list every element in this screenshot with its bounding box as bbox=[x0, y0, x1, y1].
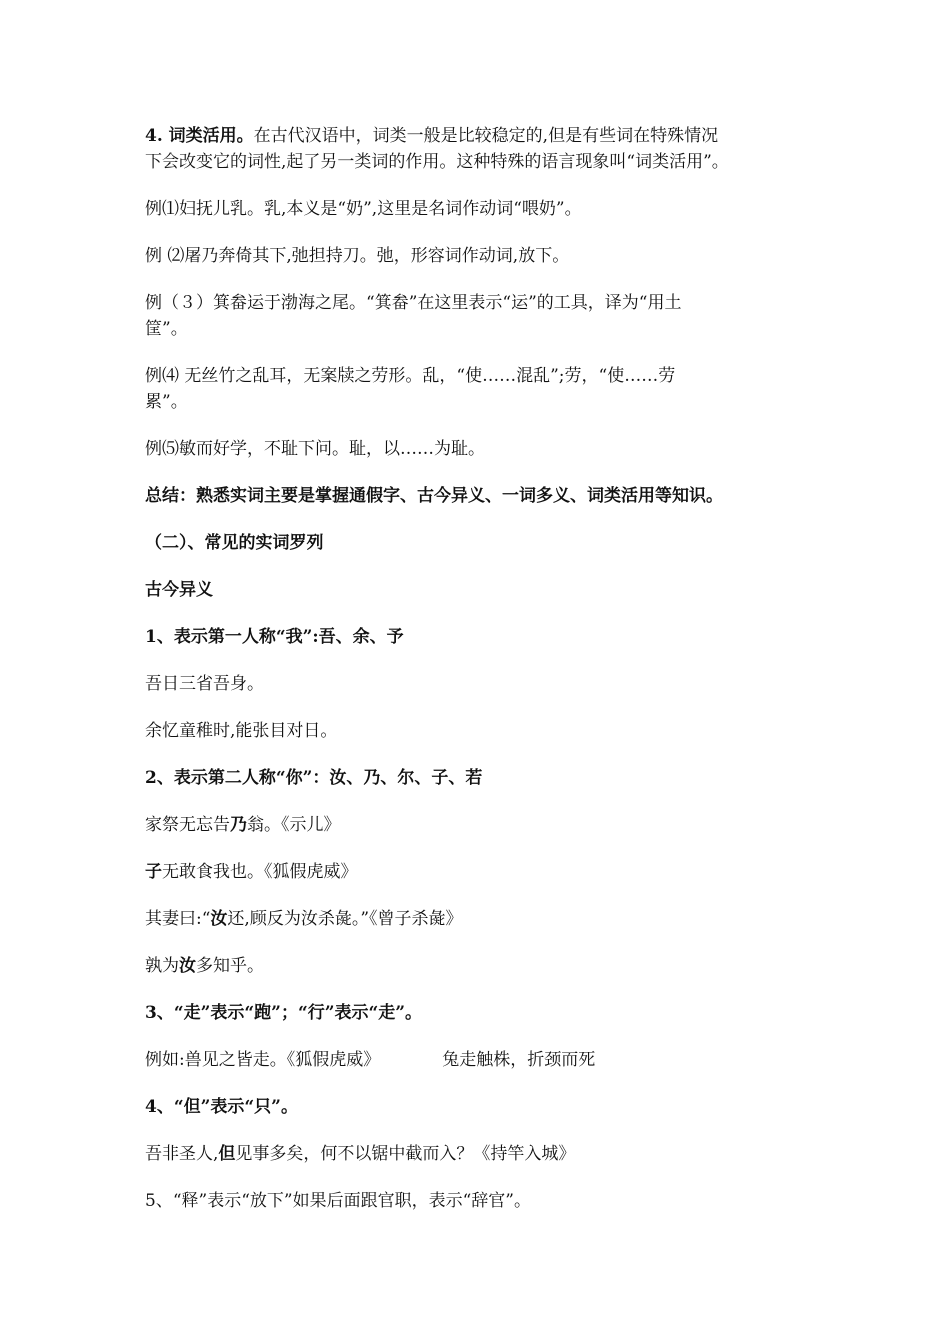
item-2-example-a-pre: 家祭无忘告 bbox=[145, 815, 230, 835]
item-2-example-d-keyword: 汝 bbox=[179, 956, 196, 976]
section-heading: （二）、常见的实词罗列 bbox=[145, 533, 324, 553]
subsection-heading: 古今异义 bbox=[145, 580, 213, 600]
item-2-example-d-pre: 孰为 bbox=[145, 956, 179, 976]
item-4-example-pre: 吾非圣人, bbox=[145, 1144, 219, 1164]
item-4-example-keyword: 但 bbox=[218, 1144, 236, 1164]
section4-number: 4. bbox=[145, 126, 169, 146]
item-3-example-b: 兔走触株，折颈而死 bbox=[442, 1050, 596, 1070]
item-2-example-c-post: 还,顾反为汝杀彘。”《曾子杀彘》 bbox=[227, 909, 463, 929]
item-2-example-a-keyword: 乃 bbox=[230, 815, 247, 835]
summary: 总结：熟悉实词主要是掌握通假字、古今异义、一词多义、词类活用等知识。 bbox=[145, 486, 723, 506]
item-3-title: 3、“走”表示“跑”；“行”表示“走”。 bbox=[145, 1003, 423, 1023]
item-2-example-b bbox=[145, 860, 825, 884]
section4-line1 bbox=[145, 124, 825, 148]
section4-line2: 下会改变它的词性,起了另一类词的作用。这种特殊的语言现象叫“词类活用”。 bbox=[145, 152, 729, 172]
item-3-examples bbox=[145, 1048, 825, 1072]
item-4-example-post: 见事多矣，何不以锯中截而入？《持竿入城》 bbox=[235, 1144, 576, 1164]
item-5-title: 5、“释”表示“放下”如果后面跟官职，表示“辞官”。 bbox=[145, 1191, 531, 1211]
section4-text1: 在古代汉语中，词类一般是比较稳定的,但是有些词在特殊情况 bbox=[253, 126, 719, 146]
item-1-title: 1、表示第一人称“我”:吾、余、予 bbox=[145, 627, 404, 647]
example-3-line1: 例（３）箕畚运于渤海之尾。“箕畚”在这里表示“运”的工具，译为“用土 bbox=[145, 293, 682, 313]
example-1: 例⑴妇抚儿乳。乳,本义是“奶”,这里是名词作动词“喂奶”。 bbox=[145, 199, 582, 219]
item-2-example-c-keyword: 汝 bbox=[210, 909, 228, 929]
item-1-example-b: 余忆童稚时,能张目对日。 bbox=[145, 721, 338, 741]
example-4-line2: 累”。 bbox=[145, 392, 188, 412]
item-2-example-a bbox=[145, 813, 825, 837]
item-2-example-d-post: 多知乎。 bbox=[196, 956, 264, 976]
item-2-example-a-post: 翁。《示儿》 bbox=[247, 815, 341, 835]
section4-title: 词类活用。 bbox=[168, 126, 254, 146]
item-2-example-d bbox=[145, 954, 825, 978]
item-3-example-a: 例如:兽见之皆走。《狐假虎威》 bbox=[145, 1050, 381, 1070]
item-2-example-b-keyword: 子 bbox=[145, 862, 162, 882]
item-4-title: 4、“但”表示“只”。 bbox=[145, 1097, 298, 1117]
example-2: 例 ⑵屠乃奔倚其下,弛担持刀。弛，形容词作动词,放下。 bbox=[145, 246, 570, 266]
item-2-title: 2、表示第二人称“你”：汝、乃、尔、子、若 bbox=[145, 768, 483, 788]
item-1-example-a: 吾日三省吾身。 bbox=[145, 674, 264, 694]
item-4-example bbox=[145, 1142, 825, 1166]
example-3-line2: 筐”。 bbox=[145, 319, 188, 339]
example-5: 例⑸敏而好学，不耻下问。耻，以……为耻。 bbox=[145, 439, 485, 459]
item-2-example-c bbox=[145, 907, 825, 931]
item-2-example-b-post: 无敢食我也。《狐假虎威》 bbox=[162, 862, 358, 882]
item-2-example-c-pre: 其妻曰:“ bbox=[145, 909, 211, 929]
example-4-line1: 例⑷ 无丝竹之乱耳，无案牍之劳形。乱，“使……混乱”;劳，“使……劳 bbox=[145, 366, 676, 386]
